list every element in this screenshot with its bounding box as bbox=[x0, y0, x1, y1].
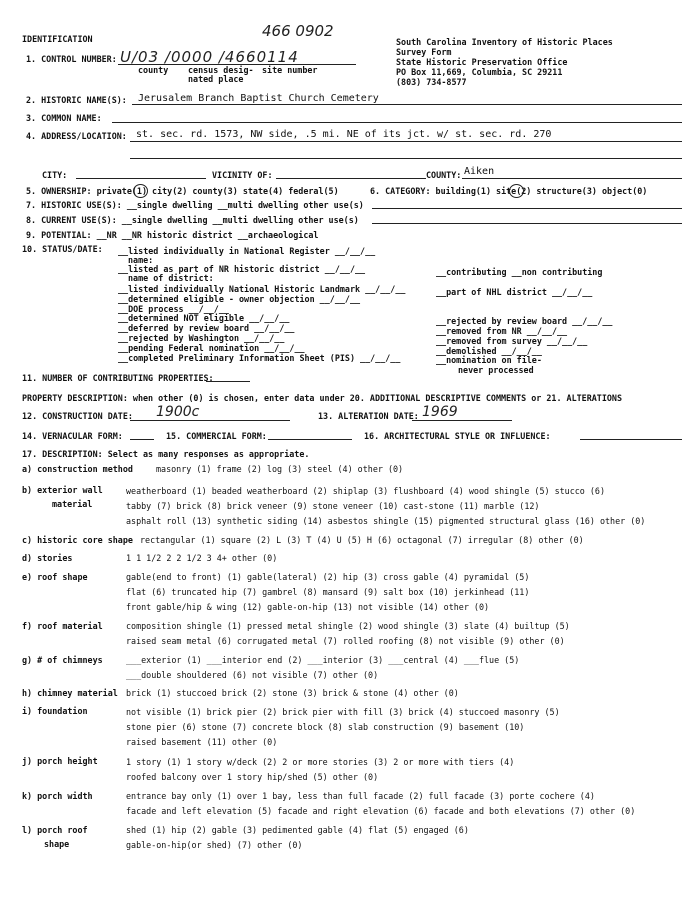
architectural-style-label: 16. ARCHITECTURAL STYLE OR INFLUENCE: bbox=[364, 431, 551, 441]
status-3: __listed individually National Historic Landmark __/__/__ bbox=[118, 284, 406, 294]
historic-name-value: Jerusalem Branch Baptist Church Cemetery bbox=[138, 93, 379, 104]
status-1-name: name: bbox=[128, 255, 154, 265]
ownership-row: 5. OWNERSHIP: private(1) city(2) county(3) state(4) federal(5) bbox=[26, 186, 339, 196]
foundation-label: i) foundation bbox=[22, 706, 88, 716]
vicinity-label: VICINITY OF: bbox=[212, 170, 273, 180]
chimneys-label: g) # of chimneys bbox=[22, 655, 103, 665]
agency-line-1: South Carolina Inventory of Historic Places bbox=[396, 37, 613, 47]
porch-width-label: k) porch width bbox=[22, 791, 93, 801]
roof-shape-options-1: gable(end to front) (1) gable(lateral) (2) hip (3) cross gable (4) pyramidal (5) bbox=[126, 572, 530, 582]
agency-line-5: (803) 734-8577 bbox=[396, 77, 467, 87]
status-demolished: __demolished __/__/__ bbox=[436, 346, 542, 356]
city-label: CITY: bbox=[42, 170, 68, 180]
county-label: COUNTY: bbox=[426, 170, 462, 180]
status-removed-survey: __removed from survey __/__/__ bbox=[436, 336, 588, 346]
chimney-material-label: h) chimney material bbox=[22, 688, 118, 698]
control-number-label: 1. CONTROL NUMBER: bbox=[26, 54, 117, 64]
agency-line-4: PO Box 11,669, Columbia, SC 29211 bbox=[396, 67, 563, 77]
construction-date-value: 1900c bbox=[156, 404, 200, 420]
property-description-note: PROPERTY DESCRIPTION: when other (0) is chosen, enter data under 20. ADDITIONAL DESCRIPTIVE COMMENTS or 21. ALTERATIONS bbox=[22, 393, 623, 403]
foundation-options-2: stone pier (6) stone (7) concrete block (8) slab construction (9) basement (10) bbox=[126, 722, 525, 732]
roof-shape-label: e) roof shape bbox=[22, 572, 88, 582]
porch-roof-label: l) porch roof bbox=[22, 825, 88, 835]
porch-roof-options-2: gable-on-hip(or shed) (7) other (0) bbox=[126, 840, 303, 850]
porch-height-label: j) porch height bbox=[22, 756, 98, 766]
control-sub-census-2: nated place bbox=[188, 74, 244, 84]
current-use-row: 8. CURRENT USE(S): __single dwelling __multi dwelling other use(s) bbox=[26, 215, 359, 225]
status-6: __determined NOT eligible __/__/__ bbox=[118, 313, 290, 323]
porch-roof-label-2: shape bbox=[44, 839, 70, 849]
status-7: __deferred by review board __/__/__ bbox=[118, 323, 295, 333]
foundation-options-1: not visible (1) brick pier (2) brick pier with fill (3) brick (4) stuccoed masonry (5) bbox=[126, 707, 560, 717]
county-value: Aiken bbox=[464, 166, 495, 177]
construction-method-label: a) construction method bbox=[22, 464, 133, 474]
status-rejected-board: __rejected by review board __/__/__ bbox=[436, 316, 613, 326]
core-shape-label: c) historic core shape bbox=[22, 535, 133, 545]
description-heading: 17. DESCRIPTION: Select as many responses as appropriate. bbox=[22, 449, 310, 459]
porch-width-options-1: entrance bay only (1) over 1 bay, less than full facade (2) full facade (3) porte cochere (4) bbox=[126, 791, 595, 801]
control-sub-site: site number bbox=[262, 65, 318, 75]
stories-label: d) stories bbox=[22, 553, 73, 563]
category-row: 6. CATEGORY: building(1) site(2) structure(3) object(0) bbox=[370, 186, 648, 196]
historic-name-label: 2. HISTORIC NAME(S): bbox=[26, 95, 127, 105]
chimneys-options-2: ___double shouldered (6) not visible (7) other (0) bbox=[126, 670, 379, 680]
control-sub-census: census desig- bbox=[188, 65, 254, 75]
identification-heading: IDENTIFICATION bbox=[22, 34, 93, 44]
exterior-wall-label: b) exterior wall bbox=[22, 485, 103, 495]
status-8: __rejected by Washington __/__/__ bbox=[118, 333, 285, 343]
alteration-date-label: 13. ALTERATION DATE: bbox=[318, 411, 419, 421]
status-1: __listed individually in National Register __/__/__ bbox=[118, 246, 376, 256]
exterior-wall-label-2: material bbox=[52, 499, 93, 509]
control-number-value: U/03 /0000 /4660114 bbox=[120, 48, 299, 66]
status-date-label: 10. STATUS/DATE: bbox=[22, 244, 103, 254]
commercial-form-label: 15. COMMERCIAL FORM: bbox=[166, 431, 267, 441]
status-2: __listed as part of NR historic district __/__/__ bbox=[118, 264, 366, 274]
status-4: __determined eligible - owner objection __/__/__ bbox=[118, 294, 361, 304]
porch-height-options-2: roofed balcony over 1 story hip/shed (5) other (0) bbox=[126, 772, 379, 782]
chimney-material-options: brick (1) stuccoed brick (2) stone (3) brick & stone (4) other (0) bbox=[126, 688, 459, 698]
roof-material-options-1: composition shingle (1) pressed metal shingle (2) wood shingle (3) slate (4) builtup (5) bbox=[126, 621, 570, 631]
status-never-processed: never processed bbox=[458, 365, 534, 375]
status-removed-nr: __removed from NR __/__/__ bbox=[436, 326, 568, 336]
status-nhl: __part of NHL district __/__/__ bbox=[436, 287, 593, 297]
status-9: __pending Federal nomination __/__/__ bbox=[118, 343, 305, 353]
construction-method-options: masonry (1) frame (2) log (3) steel (4) other (0) bbox=[156, 464, 404, 474]
alteration-date-value: 1969 bbox=[422, 404, 458, 420]
potential-row: 9. POTENTIAL: __NR __NR historic district __archaeological bbox=[26, 230, 319, 240]
chimneys-options-1: ___exterior (1) ___interior end (2) ___interior (3) ___central (4) ___flue (5) bbox=[126, 655, 520, 665]
control-sub-county: county bbox=[138, 65, 169, 75]
vernacular-form-label: 14. VERNACULAR FORM: bbox=[22, 431, 123, 441]
agency-line-2: Survey Form bbox=[396, 47, 452, 57]
core-shape-options: rectangular (1) square (2) L (3) T (4) U (5) H (6) octagonal (7) irregular (8) other (0) bbox=[140, 535, 584, 545]
status-contributing: __contributing __non contributing bbox=[436, 267, 603, 277]
exterior-wall-options-2: tabby (7) brick (8) brick veneer (9) stone veneer (10) cast-stone (11) marble (12) bbox=[126, 501, 540, 511]
contributing-props-label: 11. NUMBER OF CONTRIBUTING PROPERTIES: bbox=[22, 373, 214, 383]
address-label: 4. ADDRESS/LOCATION: bbox=[26, 131, 127, 141]
foundation-options-3: raised basement (11) other (0) bbox=[126, 737, 278, 747]
exterior-wall-options-1: weatherboard (1) beaded weatherboard (2) shiplap (3) flushboard (4) wood shingle (5) stucco (6) bbox=[126, 486, 606, 496]
roof-shape-options-3: front gable/hip & wing (12) gable-on-hip (13) not visible (14) other (0) bbox=[126, 602, 490, 612]
status-5: __DOE process __/__/__ bbox=[118, 304, 229, 314]
construction-date-label: 12. CONSTRUCTION DATE: bbox=[22, 411, 133, 421]
address-value: st. sec. rd. 1573, NW side, .5 mi. NE of its jct. w/ st. sec. rd. 270 bbox=[136, 129, 552, 140]
agency-line-3: State Historic Preservation Office bbox=[396, 57, 568, 67]
roof-shape-options-2: flat (6) truncated hip (7) gambrel (8) mansard (9) salt box (10) jerkinhead (11) bbox=[126, 587, 530, 597]
handwritten-id: 466 0902 bbox=[262, 22, 334, 40]
status-10: __completed Preliminary Information Sheet (PIS) __/__/__ bbox=[118, 353, 401, 363]
historic-use-row: 7. HISTORIC USE(S): __single dwelling __multi dwelling other use(s) bbox=[26, 200, 364, 210]
porch-width-options-2: facade and left elevation (5) facade and right elevation (6) facade and both elevations (7) other (0) bbox=[126, 806, 636, 816]
roof-material-options-2: raised seam metal (6) corrugated metal (7) rolled roofing (8) not visible (9) other (0) bbox=[126, 636, 565, 646]
roof-material-label: f) roof material bbox=[22, 621, 103, 631]
porch-height-options-1: 1 story (1) 1 story w/deck (2) 2 or more stories (3) 2 or more with tiers (4) bbox=[126, 757, 515, 767]
status-nomination: __nomination on file- bbox=[436, 355, 542, 365]
status-2-district: name of district: bbox=[128, 273, 214, 283]
stories-options: 1 1 1/2 2 2 1/2 3 4+ other (0) bbox=[126, 553, 278, 563]
exterior-wall-options-3: asphalt roll (13) synthetic siding (14) asbestos shingle (15) pigmented structural glass (16) other (0) bbox=[126, 516, 646, 526]
porch-roof-options-1: shed (1) hip (2) gable (3) pedimented gable (4) flat (5) engaged (6) bbox=[126, 825, 469, 835]
common-name-label: 3. COMMON NAME: bbox=[26, 113, 102, 123]
